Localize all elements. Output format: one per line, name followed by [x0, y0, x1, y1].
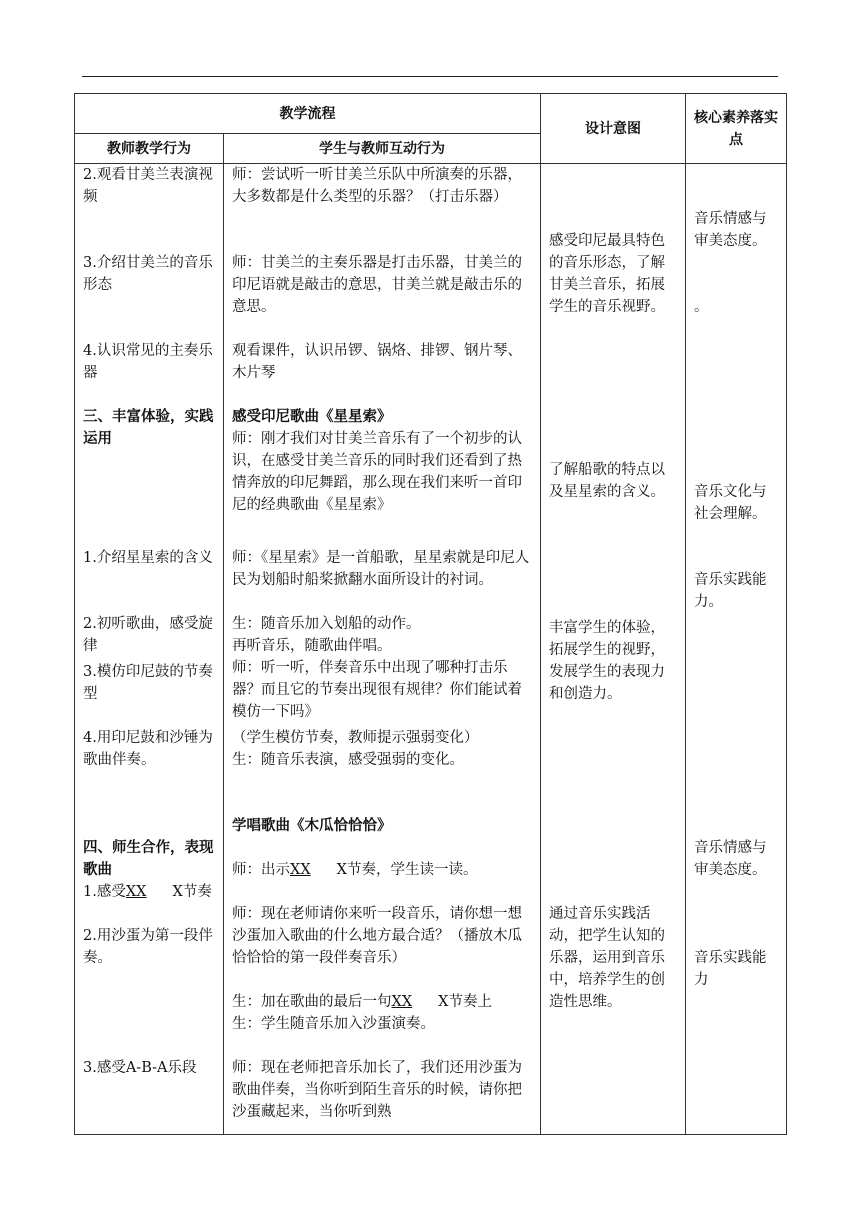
core-point-dot: 。 — [694, 299, 709, 315]
interaction-perform: 生：随音乐表演，感受强弱的变化。 — [232, 752, 464, 768]
interaction-show-rhythm-pre: 师：出示 — [232, 862, 290, 878]
interaction-column — [224, 164, 541, 1135]
core-point-practice-1: 音乐实践能力。 — [694, 572, 767, 610]
header-teacher-behavior: 教师教学行为 — [75, 134, 224, 164]
teacher-step-watch-video: 2.观看甘美兰表演视频 — [83, 167, 213, 205]
interaction-shaker-question: 师：现在老师请你来听一段音乐，请你想一想沙蛋加入歌曲的什么地方最合适？（播放木瓜恰恰恰的第一段伴奏音乐） — [232, 906, 522, 966]
interaction-imitate: （学生模仿节奏，教师提示强弱变化） — [232, 730, 479, 746]
core-point-practice-2: 音乐实践能力 — [694, 950, 767, 988]
teacher-step-shaker: 2.用沙蛋为第一段伴奏。 — [83, 928, 213, 966]
interaction-last-phrase-pre: 生：加在歌曲的最后一句 — [232, 994, 392, 1010]
core-point-emotion-2: 音乐情感与审美态度。 — [694, 840, 767, 878]
teacher-step-first-listen: 2.初听歌曲，感受旋律 — [83, 616, 213, 654]
design-intent-experience: 丰富学生的体验，拓展学生的视野，发展学生的表现力和创造力。 — [549, 620, 665, 702]
teacher-step-feel-rhythm-xx: XX — [125, 884, 147, 900]
interaction-percussion-question: 师：听一听，伴奏音乐中出现了哪种打击乐器？而且它的节奏出现很有规律？你们能试着模仿一下吗》 — [232, 660, 522, 720]
interaction-main-instruments: 师：甘美兰的主奏乐器是打击乐器，甘美兰的印尼语就是敲击的意思，甘美兰就是敲击乐的意思。 — [232, 255, 522, 315]
header-core-literacy: 核心素养落实点 — [686, 94, 787, 164]
header-design-intent: 设计意图 — [541, 94, 686, 164]
teacher-step-aba: 3.感受A-B-A乐段 — [83, 1060, 197, 1076]
teacher-section-three: 三、丰富体验，实践运用 — [83, 409, 214, 447]
design-intent-gamelan: 感受印尼最具特色的音乐形态，了解甘美兰音乐，拓展学生的音乐视野。 — [549, 233, 665, 315]
teacher-step-accompany: 4.用印尼鼓和沙锤为歌曲伴奏。 — [83, 730, 213, 768]
interaction-longer-music: 师：现在老师把音乐加长了，我们还用沙蛋为歌曲伴奏，当你听到陌生音乐的时候，请你把沙蛋藏起来，当你听到熟 — [232, 1060, 522, 1120]
teacher-column — [75, 164, 224, 1135]
interaction-rowing: 生：随音乐加入划船的动作。 — [232, 616, 421, 632]
design-intent-boat-song: 了解船歌的特点以及星星索的含义。 — [549, 462, 665, 500]
teacher-step-feel-rhythm-post: X节奏 — [172, 884, 212, 900]
interaction-show-rhythm-xx: XX — [290, 862, 311, 878]
interaction-last-phrase-post: X节奏上 — [438, 994, 492, 1010]
teacher-step-instruments: 4.认识常见的主奏乐器 — [83, 343, 213, 381]
interaction-last-phrase-xx: XX — [391, 994, 413, 1010]
header-rule — [82, 76, 778, 77]
lesson-plan-table — [74, 93, 787, 1135]
teacher-section-four: 四、师生合作，表现歌曲 — [83, 840, 214, 878]
interaction-song-title-mugua: 学唱歌曲《木瓜恰恰恰》 — [232, 818, 392, 834]
core-point-emotion-1: 音乐情感与审美态度。 — [694, 211, 767, 249]
header-interaction: 学生与教师互动行为 — [224, 134, 541, 164]
teacher-step-feel-rhythm-pre: 1.感受 — [83, 884, 126, 900]
interaction-intro-song: 师：刚才我们对甘美兰音乐有了一个初步的认识，在感受甘美兰音乐的同时我们还看到了热情奔放的印尼舞蹈，那么现在我们来听一首印尼的经典歌曲《星星索》 — [232, 431, 522, 513]
interaction-courseware: 观看课件，认识吊锣、锅烙、排锣、钢片琴、木片琴 — [232, 343, 522, 381]
teacher-step-imitate-rhythm: 3.模仿印尼鼓的节奏型 — [83, 664, 213, 702]
design-intent-practice: 通过音乐实践活动，把学生认知的乐器，运用到音乐中，培养学生的创造性思维。 — [549, 906, 665, 1010]
interaction-boat-song: 师：《星星索》是一首船歌，星星索就是印尼人民为划船时船桨掀翻水面所设计的衬词。 — [232, 550, 530, 588]
teacher-step-introduce-form: 3.介绍甘美兰的音乐形态 — [83, 255, 213, 293]
core-point-culture: 音乐文化与社会理解。 — [694, 484, 767, 522]
design-column — [541, 164, 686, 1135]
interaction-song-title-xingxingsuo: 感受印尼歌曲《星星索》 — [232, 409, 392, 425]
interaction-listen-instruments: 师：尝试听一听甘美兰乐队中所演奏的乐器，大多数都是什么类型的乐器？（打击乐器） — [232, 167, 522, 205]
core-column — [686, 164, 787, 1135]
teacher-step-feel-rhythm — [83, 881, 215, 903]
interaction-play-shaker: 生：学生随音乐加入沙蛋演奏。 — [232, 1016, 435, 1032]
header-teaching-flow: 教学流程 — [75, 94, 541, 134]
interaction-last-phrase — [232, 991, 532, 1013]
teacher-step-meaning: 1.介绍星星索的含义 — [83, 550, 213, 566]
interaction-sing-along: 再听音乐，随歌曲伴唱。 — [232, 638, 392, 654]
interaction-show-rhythm-post: X节奏，学生读一读。 — [336, 862, 478, 878]
interaction-show-rhythm — [232, 859, 532, 881]
